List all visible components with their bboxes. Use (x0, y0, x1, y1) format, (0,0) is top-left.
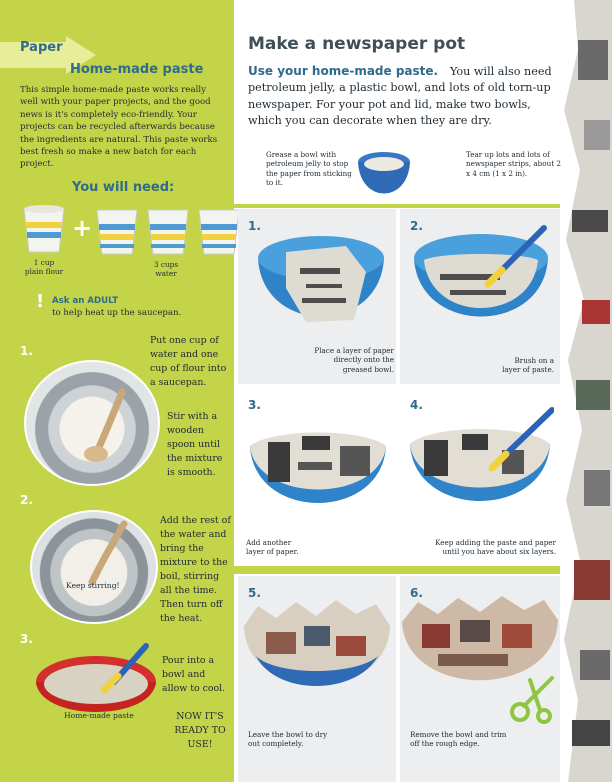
left-step-1-text: Put one cup of water and one cup of flour into a saucepan. (150, 335, 227, 388)
left-step-2-photo-label: Keep stirring! (66, 581, 120, 590)
flour-cup-icon (20, 202, 68, 254)
warning-icon: ! (36, 291, 45, 312)
step-2-caption: Brush on a layer of paste. (502, 356, 554, 375)
help-heat-text: to help heat up the saucepan. (52, 308, 182, 318)
water-cup-icon (93, 204, 141, 256)
left-step-1-number: 1. (20, 344, 33, 358)
paste-bowl-icon (34, 642, 160, 738)
newspaper-collage-image (560, 0, 612, 782)
left-step-2-number: 2. (20, 493, 33, 507)
step-4-bowl-icon (406, 404, 554, 522)
section-tag: Paper (20, 40, 63, 55)
ask-adult-warning: Ask an ADULT (52, 296, 119, 306)
paste-title: Home-made paste (70, 62, 204, 77)
page-title: Make a newspaper pot (248, 34, 466, 54)
left-step-3-photo-label: Home-made paste (64, 711, 134, 720)
water-cup-icon (195, 204, 243, 256)
saucepan-boil-photo (30, 510, 158, 624)
water-cup-icon (144, 204, 192, 256)
plus-icon: + (72, 214, 93, 242)
intro-lead: Use your home-made paste. (248, 64, 439, 78)
left-step-2-text: Add the rest of the water and bring the mixture to the boil, stirring all the time. Then turn off the heat. (160, 515, 231, 624)
divider (234, 204, 560, 208)
step-3-number: 3. (248, 398, 261, 412)
flour-label-1: 1 cup (33, 258, 55, 267)
step-3-bowl-icon (246, 412, 390, 524)
left-step-3-number: 3. (20, 632, 33, 646)
left-step-3-text: Pour into a bowl and allow to cool. (162, 655, 226, 694)
step-4-number: 4. (410, 398, 423, 412)
greased-bowl-icon (356, 148, 412, 208)
step-2-bowl-icon (410, 224, 552, 340)
step-5-bowl-icon (236, 596, 396, 726)
step-1-caption: Place a layer of paper directly onto the greased bowl. (314, 346, 394, 374)
step-6-number: 6. (410, 586, 423, 600)
water-label-1: 3 cups (153, 260, 179, 269)
step-5-caption: Leave the bowl to dry out completely. (248, 730, 328, 749)
step-5-number: 5. (248, 586, 261, 600)
flour-label-2: plain flour (24, 267, 64, 276)
intro-rest: You will also need petroleum jelly, a plastic bowl, and lots of old torn-up newspaper. For your pot and lid, make two bowls, which you can decorate when they are dry. (248, 65, 552, 128)
step-1-bowl-icon (256, 228, 386, 338)
you-will-need-heading: You will need: (72, 180, 175, 195)
saucepan-flour-photo (24, 360, 160, 486)
step-6-caption: Remove the bowl and trim off the rough edge. (410, 730, 507, 749)
grease-caption: Grease a bowl with petroleum jelly to stop the paper from sticking to it. (266, 150, 352, 188)
left-step-1-callout: Stir with a wooden spoon until the mixture is smooth. (167, 411, 223, 478)
step-4-caption: Keep adding the paste and paper until you have about six layers. (435, 538, 556, 557)
step-3-caption: Add another layer of paper. (246, 538, 299, 557)
divider (234, 566, 560, 574)
ready-to-use: NOW IT'S READY TO USE! (174, 711, 226, 750)
step-2-number: 2. (410, 219, 423, 233)
water-label-2: water (155, 269, 177, 278)
scissors-icon (508, 676, 558, 724)
tear-caption: Tear up lots and lots of newspaper strips, about 2 x 4 cm (1 x 2 in). (466, 150, 561, 178)
step-1-number: 1. (248, 219, 261, 233)
intro-text: This simple home-made paste works really well with your paper projects, and the good news is it's completely eco-friendly. Your projects can be recycled afterwards because the ingredients are natural. This paste works best fresh so make a new batch for each project. (20, 85, 218, 170)
